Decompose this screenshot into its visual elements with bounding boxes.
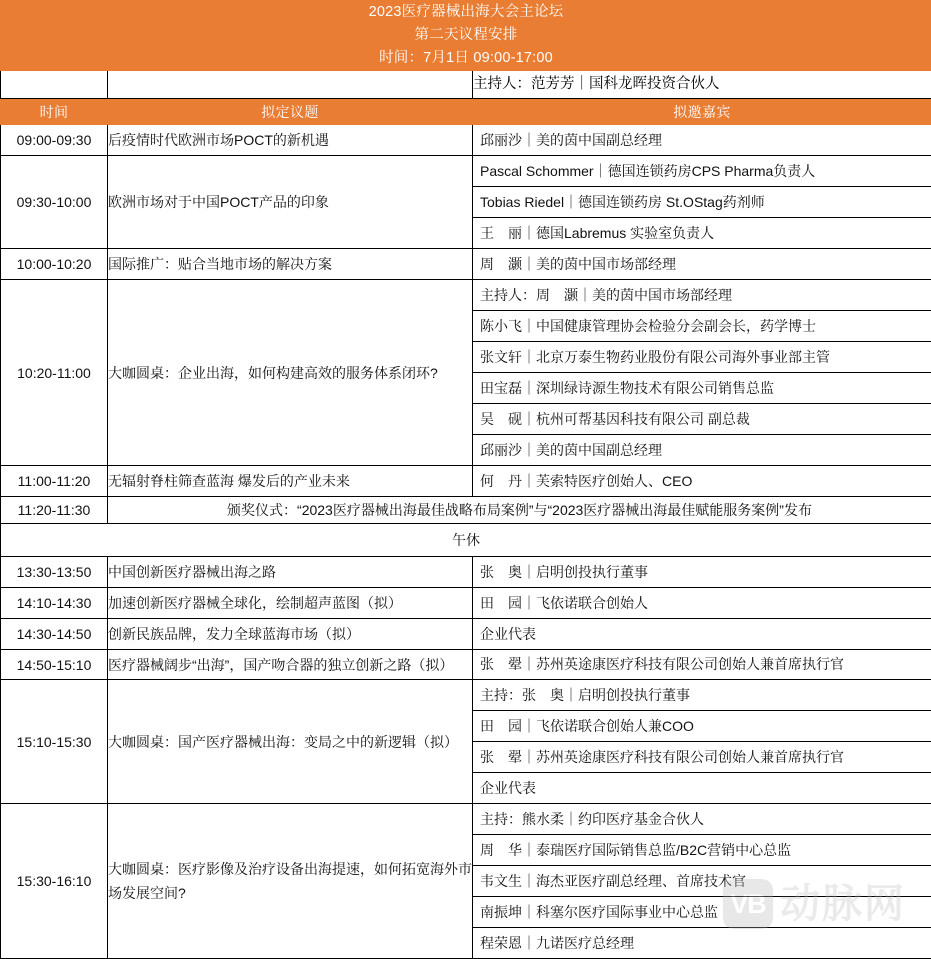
table-row [1,280,931,466]
row-time: 13:30-13:50 [1,557,108,588]
table-row [1,156,931,249]
row-time: 15:30-16:10 [1,804,108,959]
table-row [1,588,931,619]
row-topic: 大咖圆桌：医疗影像及治疗设备出海提速，如何拓宽海外市场发展空间? [108,804,473,959]
table-row [1,466,931,497]
guest-entry: 企业代表 [473,773,931,803]
column-header-topic: 拟定议题 [108,99,473,125]
row-topic: 国际推广：贴合当地市场的解决方案 [108,249,473,280]
banner-cell [1,1,931,71]
row-time: 14:10-14:30 [1,588,108,619]
table-row [1,249,931,280]
guest-entry: 田 园｜飞依诺联合创始人 [473,588,931,618]
table-row [1,804,931,959]
host-row-blank-time [1,71,108,99]
row-topic: 加速创新医疗器械全球化，绘制超声蓝图（拟） [108,588,473,619]
column-header-guest: 拟邀嘉宾 [473,99,931,125]
host-row-blank-topic [108,71,473,99]
guest-entry: 主持：熊水柔｜约印医疗基金合伙人 [473,804,931,835]
award-row-time: 11:20-11:30 [1,497,108,524]
row-time: 14:30-14:50 [1,619,108,650]
guest-entry: 张 翚｜苏州英途康医疗科技有限公司创始人兼首席执行官 [473,650,931,679]
banner-time-line: 时间：7月1日 09:00-17:00 [1,47,931,70]
row-guests [473,619,931,650]
watermark-text: 动脉网 [780,884,906,924]
row-guests [473,156,931,249]
row-guests [473,650,931,680]
guest-entry: Pascal Schommer｜德国连锁药房CPS Pharma负责人 [473,156,931,187]
guest-entry: 邱丽沙｜美的茵中国副总经理 [473,435,931,465]
row-topic: 医疗器械阔步“出海”，国产吻合器的独立创新之路（拟） [108,650,473,680]
row-guests [473,804,931,959]
row-time: 11:00-11:20 [1,466,108,497]
guest-entry: 吴 砚｜杭州可帮基因科技有限公司 副总裁 [473,404,931,435]
table-row [1,619,931,650]
guest-entry: 张文轩｜北京万泰生物药业股份有限公司海外事业部主管 [473,342,931,373]
guest-entry: 企业代表 [473,619,931,649]
host-label: 主持人：范芳芳｜国科龙晖投资合伙人 [473,71,931,99]
row-guests [473,557,931,588]
row-topic: 欧洲市场对于中国POCT产品的印象 [108,156,473,249]
banner-title-line2: 第二天议程安排 [1,24,931,47]
row-guests [473,249,931,280]
lunch-break-row [1,524,931,557]
banner-row [1,1,931,71]
guest-entry: 周 华｜泰瑞医疗国际销售总监/B2C营销中心总监 [473,835,931,866]
guest-entry: 王 丽｜德国Labremus 实验室负责人 [473,218,931,248]
guest-entry: 何 丹｜芙索特医疗创始人、CEO [473,466,931,496]
guest-entry: 陈小飞｜中国健康管理协会检验分会副会长，药学博士 [473,311,931,342]
award-row-text: 颁奖仪式：“2023医疗器械出海最佳战略布局案例”与“2023医疗器械出海最佳赋能服务案例”发布 [108,497,931,524]
row-time: 09:30-10:00 [1,156,108,249]
guest-entry: Tobias Riedel｜德国连锁药房 St.OStag药剂师 [473,187,931,218]
table-row [1,557,931,588]
guest-entry: 张 翚｜苏州英途康医疗科技有限公司创始人兼首席执行官 [473,742,931,773]
award-row [1,497,931,524]
table-row [1,650,931,680]
row-guests [473,280,931,466]
table-row [1,680,931,804]
guest-entry: 周 灏｜美的茵中国市场部经理 [473,249,931,279]
guest-entry: 程荣恩｜九诺医疗总经理 [473,928,931,958]
row-guests [473,588,931,619]
row-time: 15:10-15:30 [1,680,108,804]
row-guests [473,680,931,804]
guest-entry: 主持人：周 灏｜美的茵中国市场部经理 [473,280,931,311]
row-time: 10:20-11:00 [1,280,108,466]
host-row [1,71,931,99]
lunch-break-label: 午休 [1,524,931,557]
guest-entry: 主持：张 奥｜启明创投执行董事 [473,680,931,711]
column-header-row [1,99,931,125]
row-topic: 创新民族品牌，发力全球蓝海市场（拟） [108,619,473,650]
banner-title-line1: 2023医疗器械出海大会主论坛 [1,1,931,24]
row-topic: 大咖圆桌：国产医疗器械出海：变局之中的新逻辑（拟） [108,680,473,804]
row-topic: 后疫情时代欧洲市场POCT的新机遇 [108,125,473,156]
row-guests [473,125,931,156]
row-time: 14:50-15:10 [1,650,108,680]
row-time: 09:00-09:30 [1,125,108,156]
guest-entry: 邱丽沙｜美的茵中国副总经理 [473,125,931,155]
row-time: 10:00-10:20 [1,249,108,280]
table-row [1,125,931,156]
row-topic: 中国创新医疗器械出海之路 [108,557,473,588]
row-guests [473,466,931,497]
guest-entry: 田 园｜飞依诺联合创始人兼COO [473,711,931,742]
guest-entry: 南振坤｜科塞尔医疗国际事业中心总监 [473,897,931,928]
column-header-time: 时间 [1,99,108,125]
guest-entry: 田宝磊｜深圳绿诗源生物技术有限公司销售总监 [473,373,931,404]
watermark-logo-icon: VB [723,879,773,929]
guest-entry: 张 奥｜启明创投执行董事 [473,557,931,587]
row-topic: 大咖圆桌：企业出海，如何构建高效的服务体系闭环? [108,280,473,466]
guest-entry: 韦文生｜海杰亚医疗副总经理、首席技术官 [473,866,931,897]
row-topic: 无辐射脊柱筛查蓝海 爆发后的产业未来 [108,466,473,497]
